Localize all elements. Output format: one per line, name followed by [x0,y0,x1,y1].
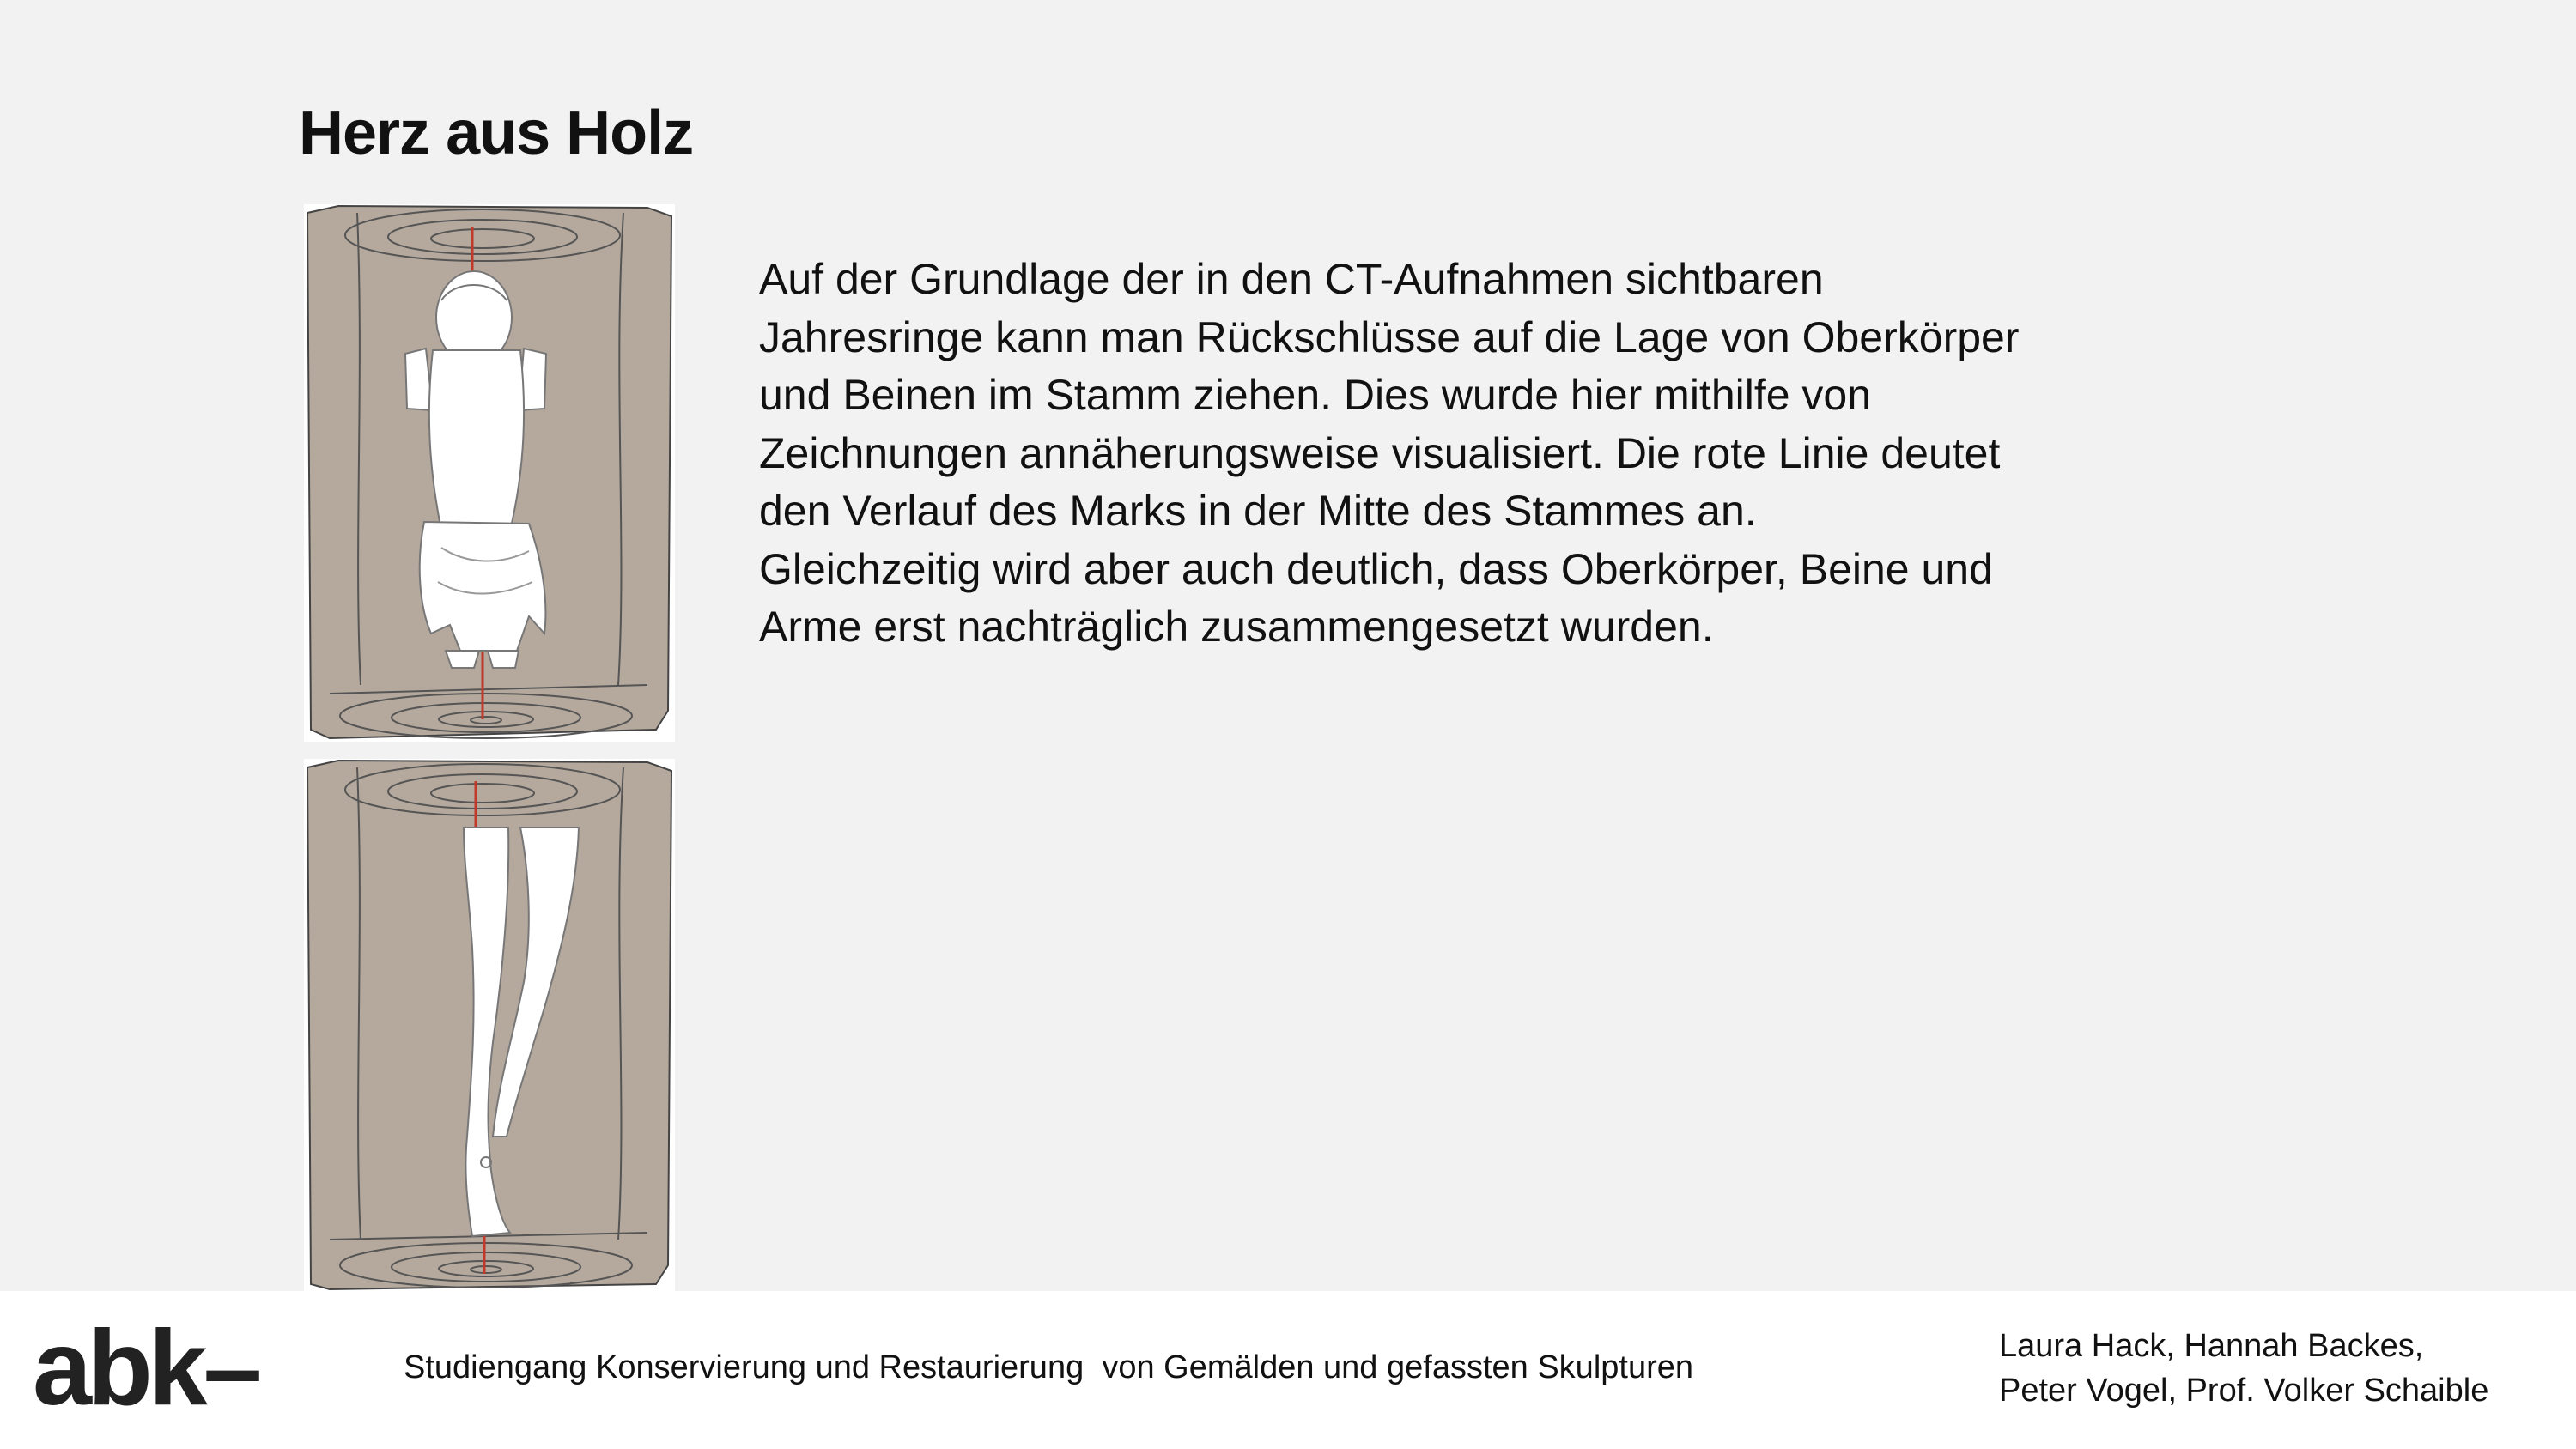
legs-in-log-drawing [304,759,675,1291]
torso-in-log-illustration [304,204,675,742]
torso-in-log-drawing [304,204,675,742]
description-line: den Verlauf des Marks in der Mitte des Stammes an. [759,487,1757,535]
legs-in-log-illustration [304,759,675,1291]
description-line: Gleichzeitig wird aber auch deutlich, dass Oberkörper, Beine und [759,544,1993,593]
authors [1999,1324,2488,1413]
description-text [759,251,2219,657]
description-line: Jahresringe kann man Rückschlüsse auf die Lage von Oberkörper [759,312,2020,361]
description-line: Auf der Grundlage der in den CT-Aufnahmen sichtbaren [759,255,1824,303]
description-line: Arme erst nachträglich zusammengesetzt wurden. [759,603,1714,651]
authors-line: Peter Vogel, Prof. Volker Schaible [1999,1373,2489,1409]
description-line: und Beinen im Stamm ziehen. Dies wurde hier mithilfe von [759,371,1872,419]
program-name: Studiengang Konservierung und Restaurierung von Gemälden und gefassten Skulpturen [404,1349,1694,1385]
description-line: Zeichnungen annäherungsweise visualisiert. Die rote Linie deutet [759,428,2001,477]
footer [0,1291,2576,1449]
authors-line: Laura Hack, Hannah Backes, [1999,1328,2424,1364]
abk-logo: abk– [33,1309,258,1428]
slide-title: Herz aus Holz [299,99,694,167]
